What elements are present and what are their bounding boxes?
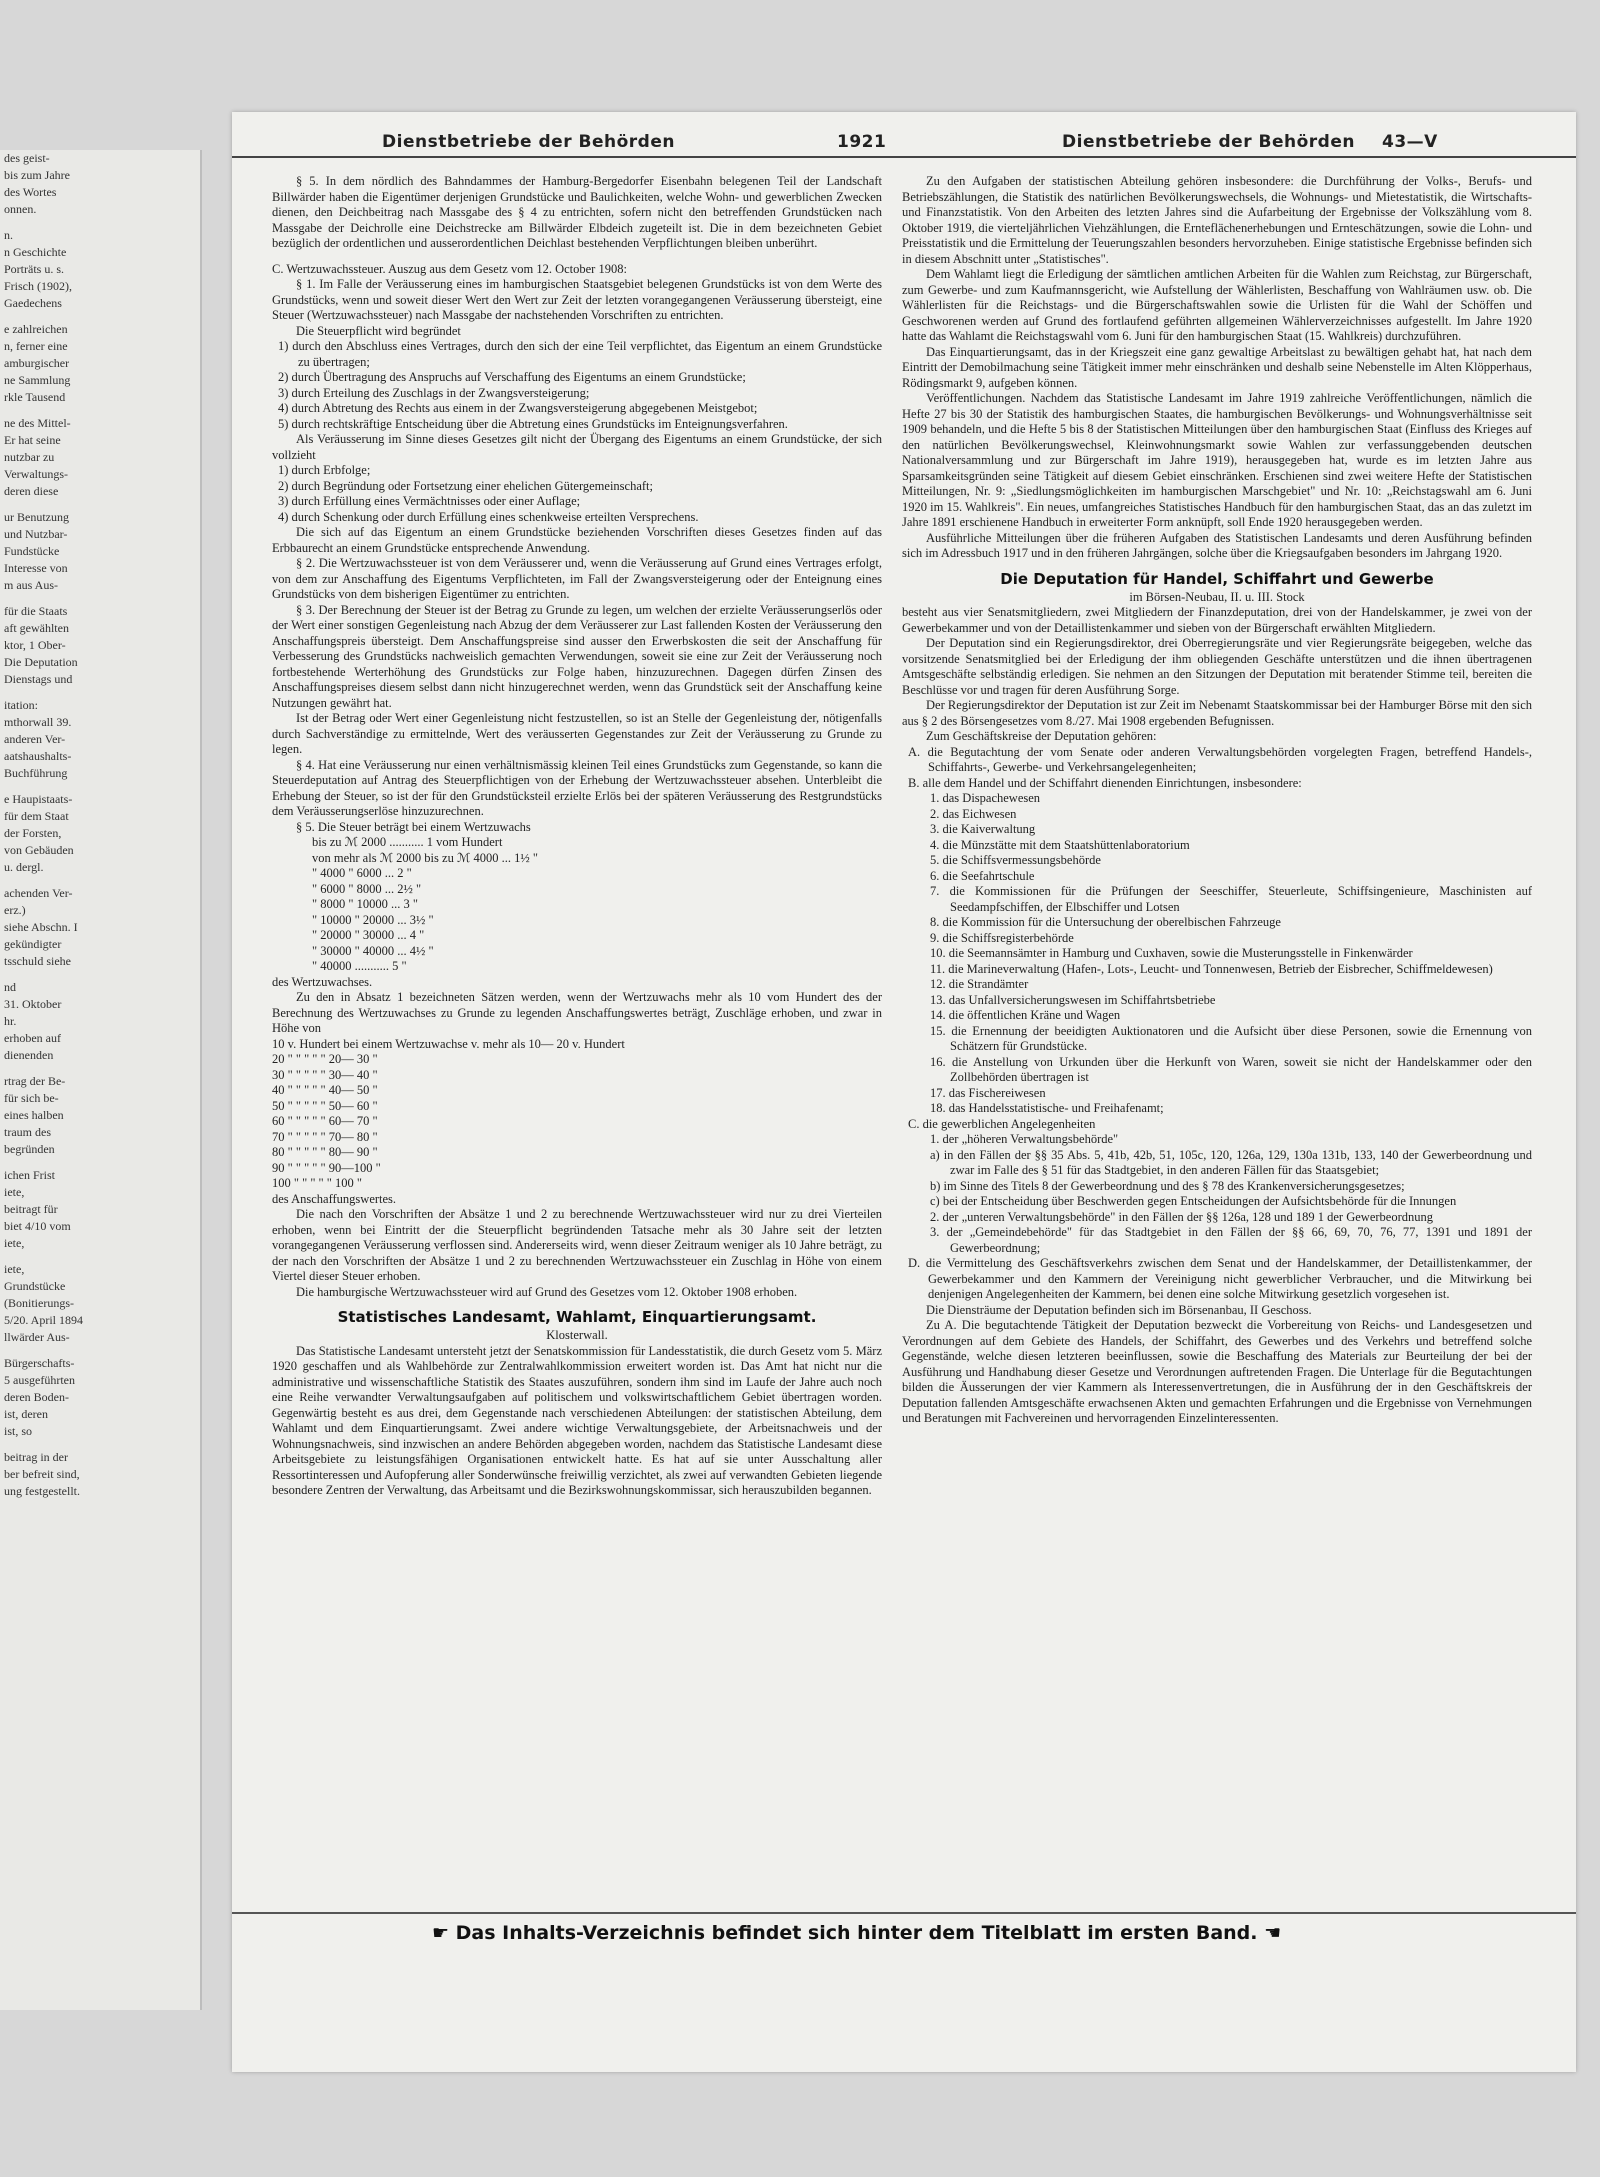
list-c-item: 3. der „Gemeindebehörde" für das Stadtgebiet in den Fällen der §§ 66, 69, 70, 76, 77, 1391 und 1891 der Gewerbeordnung; bbox=[930, 1225, 1532, 1255]
surcharge-row: 20 " " " " " 20— 30 " bbox=[272, 1052, 378, 1066]
tax-rate-row: von mehr als ℳ 2000 bis zu ℳ 4000 ... 1½ " bbox=[312, 850, 538, 865]
paragraph-erbbau: Die sich auf das Eigentum an einem Grundstücke beziehenden Vorschriften dieses Gesetzes finden auf das Erbbaurecht an einem Grundstücke entsprechende Anwendung. bbox=[272, 525, 882, 555]
strip-line: ktor, 1 Ober- bbox=[4, 638, 66, 652]
strip-line: llwärder Aus- bbox=[4, 1330, 70, 1344]
item-b: B. alle dem Handel und der Schiffahrt dienenden Einrichtungen, insbesondere: bbox=[908, 775, 1302, 790]
strip-line: Fundstücke bbox=[4, 544, 60, 558]
strip-line: ur Benutzung bbox=[4, 510, 69, 524]
paragraph-deputation-3: Der Regierungsdirektor der Deputation ist zur Zeit im Nebenamt Staatskommissar bei der Hamburger Börse mit den sich aus § 2 des Börsengesetzes vom 8./27. Mai 1908 ergebenden Befugnissen. bbox=[902, 698, 1532, 728]
right-column bbox=[902, 174, 1532, 1994]
strip-line: siehe Abschn. I bbox=[4, 920, 78, 934]
strip-line: tsschuld siehe bbox=[4, 954, 71, 968]
heading-statistisches-landesamt: Statistisches Landesamt, Wahlamt, Einquartierungsamt. bbox=[337, 1308, 817, 1326]
tax-rate-row: " 10000 " 20000 ... 3½ " bbox=[312, 912, 434, 927]
surcharge-row: 40 " " " " " 40— 50 " bbox=[272, 1083, 378, 1097]
paragraph-wahlamt: Dem Wahlamt liegt die Erledigung der sämtlichen amtlichen Arbeiten für die Wahlen zum Reichstag, zur Bürgerschaft, zum Gewerbe- und zum Kaufmannsgericht, wie Aufstellung der Wählerlisten, Beschaffung von Wahlräumen usw. ob. Die Wählerlisten für die Reichstags- und die Bürgerschaftswahlen sowie die Urlisten für die Wahl der Schöffen und Geschworenen werden auf Grund des fortlaufend geführten allgemeinen Wählerverzeichnisses aufgestellt. Im Jahre 1920 hatte das Wahlamt die Reichstagswahl vom 6. Juni für den hamburgischen Staat (15. Wahlkreis) durchzuführen. bbox=[902, 267, 1532, 343]
section-heading-wertzuwachssteuer: C. Wertzuwachssteuer. Auszug aus dem Gesetz vom 12. October 1908: bbox=[272, 261, 627, 276]
strip-line: amburgischer bbox=[4, 356, 70, 370]
paragraph-veroeffentlichungen: Veröffentlichungen. Nachdem das Statistische Landesamt im Jahre 1919 zahlreiche Veröffentlichungen, nämlich die Hefte 27 bis 30 der Statistik des hamburgischen Staates, die hamburgischen Bevölkerungs- und Wohnungsverhältnisse seit 1909 behandeln, und die Hefte 5 bis 8 der Statistischen Mitteilungen über den hamburgischen Staat (Einfluss des Krieges auf den natürlichen Bevölkerungswechsel, Kleinwohnungsmarkt sowie Wahlen zur verfassunggebenden deutschen Nationalversammlung und zur Bürgerschaft im Jahre 1919), herausgegeben hat, wurde es im letzten Jahre aus Sparsamkeitsgründen seine Tätigkeit auf diesem Gebiet einschränken. Erschienen sind zwei weitere Hefte der Statistischen Mitteilungen, Nr. 9: „Siedlungsmöglichkeiten im hamburgischen Marschgebiet" und Nr. 10: „Reichstagswahl am 6. Juni 1920 im 15. Wahlkreis". Ein neues, umfangreiches Statistisches Handbuch für den hamburgischen Staat, das an das zuletzt im Jahre 1891 erschienene Handbuch in erweiterter Form anknüpft, soll Ende 1920 herausgegeben werden. bbox=[902, 391, 1532, 529]
ausnahme-item: 4) durch Schenkung oder durch Erfüllung eines schenkweise erteilten Versprechens. bbox=[278, 509, 699, 524]
strip-line: n. bbox=[4, 228, 13, 242]
strip-line: u. dergl. bbox=[4, 860, 44, 874]
paragraph-gesetz: Die hamburgische Wertzuwachssteuer wird auf Grund des Gesetzes vom 12. Oktober 1908 erhoben. bbox=[296, 1284, 798, 1299]
strip-line: begründen bbox=[4, 1142, 55, 1156]
paragraph-einquartierungsamt: Das Einquartierungsamt, das in der Kriegszeit eine ganz gewaltige Arbeitslast zu bewältigen gehabt hat, hat nach dem Eintritt der Demobilmachung seine Tätigkeit immer mehr einschränken und deshalb seine Nebenstelle im Alten Klöpperhaus, Rödingsmarkt 9, aufgeben können. bbox=[902, 344, 1532, 390]
strip-line: onnen. bbox=[4, 202, 37, 216]
list-b-item: 8. die Kommission für die Untersuchung der oberelbischen Fahrzeuge bbox=[930, 915, 1281, 929]
strip-line: aft gewählten bbox=[4, 621, 69, 635]
strip-line: e Haupistaats- bbox=[4, 792, 73, 806]
strip-line: ung festgestellt. bbox=[4, 1484, 80, 1498]
strip-line: deren Boden- bbox=[4, 1390, 69, 1404]
strip-line: ne Sammlung bbox=[4, 373, 71, 387]
strip-line: von Gebäuden bbox=[4, 843, 74, 857]
strip-line: erz.) bbox=[4, 903, 26, 917]
tax-rate-row: " 20000 " 30000 ... 4 " bbox=[312, 928, 425, 942]
strip-line: traum des bbox=[4, 1125, 51, 1139]
header-left-title: Dienstbetriebe der Behörden bbox=[382, 132, 675, 152]
list-c-item: c) bei der Entscheidung über Beschwerden gegen Entscheidungen der Aufsichtsbehörde für die Innungen bbox=[930, 1194, 1457, 1208]
strip-line: Die Deputation bbox=[4, 655, 78, 669]
paragraph-begruendet: Die Steuerpflicht wird begründet bbox=[296, 323, 461, 338]
list-b-item: 14. die öffentlichen Kräne und Wagen bbox=[930, 1008, 1121, 1022]
list-b-item: 6. die Seefahrtschule bbox=[930, 868, 1035, 883]
surcharge-row: 100 " " " " " 100 " bbox=[272, 1176, 362, 1190]
strip-line: Interesse von bbox=[4, 561, 68, 575]
paragraph-2: § 2. Die Wertzuwachssteuer ist von dem Veräusserer und, wenn die Veräusserung auf Grund eines Vertrages erfolgt, von dem zur Anschaffung des Eigentums Verpflichteten, im Fall der Zwangsversteigerung oder der Enteignung eines Grundstücks von dem bisherigen Eigentümer zu entrichten. bbox=[272, 556, 882, 601]
strip-line: 5 ausgeführten bbox=[4, 1373, 75, 1387]
list-c-item: 1. der „höheren Verwaltungsbehörde" bbox=[930, 1132, 1119, 1146]
footer-rule bbox=[232, 1912, 1576, 1914]
paragraph-zuschlaege: Zu den in Absatz 1 bezeichneten Sätzen werden, wenn der Wertzuwachs mehr als 10 vom Hundert des der Berechnung des Wertzuwachses zu Grunde zu legenden Anschaffungswertes beträgt, Zuschläge erhoben, und zwar in Höhe von bbox=[272, 990, 882, 1035]
list-b bbox=[902, 791, 1532, 1117]
ausnahme-item: 2) durch Begründung oder Fortsetzung einer ehelichen Gütergemeinschaft; bbox=[278, 478, 653, 493]
list-b-item: 13. das Unfallversicherungswesen im Schiffahrtsbetriebe bbox=[930, 992, 1216, 1007]
header-right-title: Dienstbetriebe der Behörden bbox=[1062, 132, 1355, 152]
list-b-item: 15. die Ernennung der beeidigten Auktionatoren und die Aufsicht über diese Personen, sowie die Ernennung von Schätzern für Grundstücke. bbox=[930, 1023, 1532, 1053]
strip-line: erhoben auf bbox=[4, 1031, 61, 1045]
heading-deputation: Die Deputation für Handel, Schiffahrt und Gewerbe bbox=[1000, 569, 1434, 588]
strip-line: (Bonitierungs- bbox=[4, 1296, 74, 1310]
steuerpflicht-item: 2) durch Übertragung des Anspruchs auf Verschaffung des Eigentums an einem Grundstücke; bbox=[278, 370, 746, 384]
paragraph-3b: Ist der Betrag oder Wert einer Gegenleistung nicht festzustellen, so ist an Stelle der Gegenleistung der, nötigenfalls durch Sachverständige zu ermittelnde, Wert des veräusserten Gegenstandes zur Zeit der Veräusserung zu Grunde zu legen. bbox=[272, 711, 882, 756]
strip-line: m aus Aus- bbox=[4, 578, 58, 592]
strip-line: iete, bbox=[4, 1185, 25, 1199]
strip-line: für dem Staat bbox=[4, 809, 69, 823]
list-b-item: 9. die Schiffsregisterbehörde bbox=[930, 930, 1074, 945]
list-b-item: 3. die Kaiverwaltung bbox=[930, 822, 1036, 836]
strip-line: ber befreit sind, bbox=[4, 1467, 80, 1481]
strip-line: dienenden bbox=[4, 1048, 54, 1062]
surcharge-row: 60 " " " " " 60— 70 " bbox=[272, 1114, 378, 1128]
list-c bbox=[902, 1132, 1532, 1256]
strip-line: beitragt für bbox=[4, 1202, 58, 1216]
strip-line: 5/20. April 1894 bbox=[4, 1313, 84, 1327]
paragraph-deputation-2: Der Deputation sind ein Regierungsdirektor, drei Oberregierungsräte und vier Regierungsräte beigegeben, welche das vorsitzende Senatsmitglied bei der Erledigung der ihm obliegenden Geschäfte unterstützen und die ihnen übertragenen Amtsgeschäfte selbständig erledigen. Sie nehmen an den Sitzungen der Deputation mit beratender Stimme teil, bereiten die Beschlüsse vor und tragen für deren Ausführung Sorge. bbox=[902, 636, 1532, 697]
strip-line: Frisch (1902), bbox=[4, 279, 72, 293]
surcharge-row: 30 " " " " " 30— 40 " bbox=[272, 1067, 378, 1082]
tax-rate-row: " 30000 " 40000 ... 4½ " bbox=[312, 943, 434, 958]
strip-line: n, ferner eine bbox=[4, 339, 68, 353]
strip-line: mthorwall 39. bbox=[4, 715, 72, 729]
ausnahme-item: 1) durch Erbfolge; bbox=[278, 463, 371, 477]
strip-line: Buchführung bbox=[4, 766, 68, 780]
paragraph-zu-a: Zu A. Die begutachtende Tätigkeit der Deputation bezweckt die Vorbereitung von Reichs- und Landesgesetzen und Verordnungen auf dem Gebiete des Handels, der Schiffahrt, des Gewerbes und des Verkehrs und betreffend solche Gegenstände, welche diesen letzteren beeinflussen, sowie die Beschaffung des Materials zur Beurteilung der bei der Ausführung und Handhabung dieser Gesetze und Verordnungen auftretenden Fragen. Die Unterlage für die Begutachtungen bilden die Äusserungen der vier Kammern als Interessenvertretungen, die in Ausführung der in den Geschäftskreis der Deputation fallenden Amtsgeschäfte erwachsenen Akten und gemachten Erfahrungen und die Ergebnisse von Vernehmungen und Beratungen mit Fachvereinen und hervorragenden Einzelinteressenten. bbox=[902, 1318, 1532, 1425]
surcharge-row: 80 " " " " " 80— 90 " bbox=[272, 1145, 378, 1159]
strip-line: Dienstags und bbox=[4, 672, 73, 686]
list-b-item: 17. das Fischereiwesen bbox=[930, 1085, 1046, 1100]
strip-line: deren diese bbox=[4, 484, 59, 498]
list-c-item: b) im Sinne des Titels 8 der Gewerbeordnung und des § 78 des Krankenversicherungsgesetzes; bbox=[930, 1178, 1405, 1193]
paragraph-1: § 1. Im Falle der Veräusserung eines im hamburgischen Staatsgebiet belegenen Grundstücks ist von dem Werte des Grundstücks, wenn und soweit dieser Wert den Wert zur Zeit der letzten vorangegangenen Veräusserung übersteigt, eine Steuer (Wertzuwachssteuer) nach Massgabe der nachstehenden Vorschriften zu entrichten. bbox=[272, 277, 882, 322]
deich-paragraph: § 5. In dem nördlich des Bahndammes der Hamburg-Bergedorfer Eisenbahn belegenen Teil der Landschaft Billwärder haben die Eigentümer derjenigen Grundstücke und Baulichkeiten, welche Wohn- und gewerblichen Zwecken dienen, den Deichbeitrag nach Massgabe des § 4 zu entrichten, sofern nicht den betreffenden Grundstücken nach Massgabe der Deichrolle eine Deichstrecke am Billwärder Elbdeich zugeteilt ist. Die in dem bezeichneten Gebiet bezüglich der ordentlichen und ausserordentlichen Deichlast bestehenden Verpflichtungen bleiben unberührt. bbox=[272, 174, 882, 250]
surcharge-table bbox=[272, 1037, 882, 1192]
surcharge-row: 90 " " " " " 90—100 " bbox=[272, 1160, 381, 1175]
item-c: C. die gewerblichen Angelegenheiten bbox=[908, 1116, 1096, 1131]
paragraph-deputation-1: besteht aus vier Senatsmitgliedern, zwei Mitgliedern der Finanzdeputation, drei von der Handelskammer, je zwei von der Gewerbekammer und von der Detaillistenkammer und sieben von der Bürgerschaft erwählten Mitgliedern. bbox=[902, 605, 1532, 635]
strip-line: Gaedechens bbox=[4, 296, 62, 310]
ausnahme-item: 3) durch Erfüllung eines Vermächtnisses oder einer Auflage; bbox=[278, 494, 581, 508]
steuerpflicht-item: 5) durch rechtskräftige Entscheidung über die Abtretung eines Grundstücks im Enteignungsverfahren. bbox=[278, 416, 788, 431]
list-b-item: 7. die Kommissionen für die Prüfungen der Seeschiffer, Steuerleute, Schiffsingenieure, Maschinisten auf Seedampfschiffen, der Elbschiffer und Lotsen bbox=[930, 884, 1532, 914]
strip-line: nutzbar zu bbox=[4, 450, 55, 464]
strip-line: hr. bbox=[4, 1014, 17, 1028]
footer-note bbox=[432, 1922, 1281, 1944]
paragraph-4: § 4. Hat eine Veräusserung nur einen verhältnismässig kleinen Teil eines Grundstücks zum Gegenstande, so kann die Steuerdeputation auf Antrag des Steuerpflichtigen von der Erhebung der Wertzuwachssteuer absehen. Unterbleibt die Erhebung der Steuer, so ist der für den Grundstücksteil erzielte Erlös bei der späteren Veräusserung des Restgrundstücks dem Veräusserungserlöse hinzuzurechnen. bbox=[272, 757, 882, 818]
header-year: 1921 bbox=[837, 132, 887, 152]
left-column bbox=[272, 174, 882, 1994]
previous-page-strip bbox=[0, 150, 202, 2010]
strip-line: eines halben bbox=[4, 1108, 64, 1122]
tax-rate-table bbox=[272, 835, 882, 975]
steuerpflicht-item: 4) durch Abtretung des Rechts aus einem in der Zwangsversteigerung abgegebenen Meistgebot; bbox=[278, 401, 758, 415]
strip-line: ist, so bbox=[4, 1424, 33, 1438]
strip-line: und Nutzbar- bbox=[4, 527, 68, 541]
strip-line: gekündigter bbox=[4, 937, 62, 951]
page-header bbox=[232, 126, 1576, 158]
paragraph-5: § 5. Die Steuer beträgt bei einem Wertzuwachs bbox=[296, 819, 531, 834]
list-b-item: 4. die Münzstätte mit dem Staatshüttenlaboratorium bbox=[930, 837, 1190, 852]
surcharge-row: 70 " " " " " 70— 80 " bbox=[272, 1129, 378, 1144]
steuerpflicht-item: 1) durch den Abschluss eines Vertrages, durch den sich der eine Teil verpflichtet, das Eigentum an einem Grundstücke zu übertragen; bbox=[278, 339, 882, 369]
strip-line: biet 4/10 vom bbox=[4, 1219, 71, 1233]
strip-line: ichen Frist bbox=[4, 1168, 55, 1182]
ausnahmen-list bbox=[272, 463, 882, 525]
list-b-item: 11. die Marineverwaltung (Hafen-, Lots-, Leucht- und Tonnenwesen, Betrieb der Eisbrecher, Schiffmeldewesen) bbox=[930, 961, 1493, 976]
paragraph-geschaeftskreis: Zum Geschäftskreise der Deputation gehören: bbox=[926, 729, 1157, 743]
paragraph-3: § 3. Der Berechnung der Steuer ist der Betrag zu Grunde zu legen, um welchen der erzielte Veräusserungserlös oder der Wert einer sonstigen Gegenleistung nach Abzug der dem Veräusserer zur Last fallenden Kosten der Veräusserung den Anschaffungspreis übersteigt. Dem Anschaffungspreise sind ausser den Erwerbskosten die seit der Anschaffung für Verbesserung des Grundstücks nachweislich gemachten Verwendungen, soweit sie eine zur Zeit der Veräusserung noch fortbestehende Werterhöhung des Grundstücks zur Folge haben, hinzuzurechnen. Dagegen dürfen Zinsen des Anschaffungspreises diesem selbst dann nicht hinzugerechnet werden, wenn das Grundstück seit der Anschaffung keine Nutzungen gewährt hat. bbox=[272, 602, 882, 710]
paragraph-statistische-abteilung: Zu den Aufgaben der statistischen Abteilung gehören insbesondere: die Durchführung der Volks-, Berufs- und Betriebszählungen, die Statistik des natürlichen Bevölkerungswechsels, die Wohnungs- und Mietestatistik, die Wirtschafts- und Finanzstatistik. Von den Arbeiten des letzten Jahres sind die Aufarbeitung der Ergebnisse der Volkszählung vom 8. Oktober 1919, die vierteljährlichen Viehzählungen, die Ernteflächenerhebungen und Ernteschätzungen, sowie die Lohn- und Preisstatistik und die Ermittelung der Teuerungszahlen besonders hervorzuheben. Einige statistische Ergebnisse befinden sich in diesem Abschnitt unter „Statistisches". bbox=[902, 174, 1532, 266]
surcharge-row: 10 v. Hundert bei einem Wertzuwachse v. mehr als 10— 20 v. Hundert bbox=[272, 1036, 625, 1051]
strip-line: iete, bbox=[4, 1236, 25, 1250]
strip-line: e zahlreichen bbox=[4, 322, 68, 336]
strip-line: aatshaushalts- bbox=[4, 749, 72, 763]
strip-line: für die Staats bbox=[4, 604, 68, 618]
tax-rate-row: " 8000 " 10000 ... 3 " bbox=[312, 897, 418, 911]
surcharge-row: 50 " " " " " 50— 60 " bbox=[272, 1098, 378, 1113]
paragraph-des-wertzuwachses: des Wertzuwachses. bbox=[272, 974, 373, 989]
strip-line: iete, bbox=[4, 1262, 25, 1276]
list-b-item: 18. das Handelsstatistische- und Freihafenamt; bbox=[930, 1101, 1164, 1115]
list-b-item: 2. das Eichwesen bbox=[930, 806, 1017, 821]
strip-line: achenden Ver- bbox=[4, 886, 73, 900]
list-b-item: 5. die Schiffsvermessungsbehörde bbox=[930, 853, 1101, 867]
paragraph-anschaffungswertes: des Anschaffungswertes. bbox=[272, 1191, 397, 1206]
paragraph-statistisches-landesamt: Das Statistische Landesamt untersteht jetzt der Senatskommission für Landesstatistik, die durch Gesetz vom 5. März 1920 geschaffen und als Wahlbehörde zur Zentralwahlkommission erweitert worden ist. Das Amt hat nicht nur die administrative und wissenschaftliche Statistik des Staates auszuführen, sondern ihm sind im Laufe der Jahre auch noch eine Reihe verwandter Verwaltungsaufgaben auf politischem und volkswirtschaftlichem Gebiet übertragen worden. Gegenwärtig besteht es aus drei, dem Gegenstande nach verschiedenen Abteilungen: der statistischen Abteilung, dem Wahlamt und dem Einquartierungsamt. Zwei andere wichtige Verwaltungsgebiete, der Arbeitsnachweis und der Wohnungsnachweis, sind inzwischen an andere Behörden abgegeben worden, nachdem das Statistische Landesamt diese Arbeitsgebiete zu leistungsfähigen Organisationen entwickelt hatte. Es hat auf sie unter Ausschaltung aller Ressortinteressen und Aufopferung aller Sonderwünsche freiwillig verzichtet, als zwei auf verwandten Gebieten liegende besondere Zentren der Verwaltung, das Arbeitsamt und die Bezirkswohnungskommissar, sich herauszubilden begannen. bbox=[272, 1343, 882, 1497]
strip-line: rtrag der Be- bbox=[4, 1074, 66, 1088]
pointing-hand-icon: ☛ bbox=[432, 1922, 456, 1944]
heading-klosterwall: Klosterwall. bbox=[546, 1328, 608, 1342]
strip-line: n Geschichte bbox=[4, 245, 67, 259]
strip-line: Verwaltungs- bbox=[4, 467, 68, 481]
document-page bbox=[232, 112, 1576, 2072]
item-d: D. die Vermittelung des Geschäftsverkehrs zwischen dem Senat und der Handelskammer, der Detaillistenkammer, der Gewerbekammer und den Kammern der Vereinigung nicht gewerblicher Verbraucher, und die Mitwirkung bei denjenigen Angelegenheiten der Kammern, bei denen eine solche Mitwirkung gesetzlich vorgesehen ist. bbox=[908, 1256, 1532, 1301]
strip-line: Grundstücke bbox=[4, 1279, 66, 1293]
strip-line: für sich be- bbox=[4, 1091, 59, 1105]
strip-line: nd bbox=[4, 980, 16, 994]
pointing-hand-icon: ☚ bbox=[1257, 1922, 1282, 1944]
strip-line: bis zum Jahre bbox=[4, 168, 70, 182]
strip-line: rkle Tausend bbox=[4, 390, 66, 404]
heading-deputation-location: im Börsen-Neubau, II. u. III. Stock bbox=[1129, 589, 1305, 604]
strip-line: anderen Ver- bbox=[4, 732, 66, 746]
list-b-item: 12. die Strandämter bbox=[930, 977, 1029, 991]
paragraph-als: Als Veräusserung im Sinne dieses Gesetzes gilt nicht der Übergang des Eigentums an einem Grundstücke, der sich vollzieht bbox=[272, 432, 882, 462]
strip-line: Er hat seine bbox=[4, 433, 61, 447]
paragraph-ausfuehrliche: Ausführliche Mitteilungen über die früheren Aufgaben des Statistischen Landesamts und deren Ausführung befinden sich im Adressbuch 1917 und in den früheren Jahrgängen, solche über die Kriegsaufgaben besonders im Jahrgang 1920. bbox=[902, 530, 1532, 560]
tax-rate-row: " 40000 ........... 5 " bbox=[312, 959, 407, 973]
list-c-item: 2. der „unteren Verwaltungsbehörde" in den Fällen der §§ 126a, 128 und 189 1 der Gewerbeordnung bbox=[930, 1209, 1433, 1224]
strip-line: itation: bbox=[4, 698, 38, 712]
strip-line: ist, deren bbox=[4, 1407, 48, 1421]
strip-line: Bürgerschafts- bbox=[4, 1356, 75, 1370]
list-b-item: 10. die Seemannsämter in Hamburg und Cuxhaven, sowie die Musterungsstelle in Finkenwärder bbox=[930, 946, 1413, 960]
tax-rate-row: " 6000 " 8000 ... 2½ " bbox=[312, 881, 422, 896]
page-number: 43—V bbox=[1382, 132, 1438, 152]
strip-line: des Wortes bbox=[4, 185, 57, 199]
item-a: A. die Begutachtung der vom Senate oder anderen Verwaltungsbehörden vorgelegten Fragen, betreffend Handels-, Schiffahrts-, Gewerbe- und Verkehrsangelegenheiten; bbox=[908, 744, 1532, 774]
footer-text: Das Inhalts-Verzeichnis befindet sich hinter dem Titelblatt im ersten Band. bbox=[455, 1922, 1258, 1944]
list-c-item: a) in den Fällen der §§ 35 Abs. 5, 41b, 42b, 51, 105c, 120, 126a, 129, 130a 131b, 133, 140 der Gewerbeordnung und zwar im Falle des § 51 für das Stadtgebiet, in den anderen Fällen für das Staatsgebiet; bbox=[930, 1147, 1532, 1177]
strip-line: ne des Mittel- bbox=[4, 416, 71, 430]
list-b-item: 1. das Dispachewesen bbox=[930, 791, 1041, 805]
strip-line: Porträts u. s. bbox=[4, 262, 64, 276]
strip-line: der Forsten, bbox=[4, 826, 62, 840]
tax-rate-row: bis zu ℳ 2000 ........... 1 vom Hundert bbox=[312, 835, 503, 849]
paragraph-viertel: Die nach den Vorschriften der Absätze 1 und 2 zu berechnende Wertzuwachssteuer wird nur zu drei Vierteilen erhoben, wenn bei Eintritt der die Steuerpflicht begründenden Tatsache mehr als 30 Jahre seit der letzten vorangegangenen Veräusserung verflossen sind. Andererseits wird, wenn dieser Zeitraum weniger als 10 Jahre beträgt, zu der nach den Vorschriften der Absätze 1 und 2 zu berechnenden Wertzuwachssteuer ein Zuschlag in Höhe von einem Viertel dieser Steuer erhoben. bbox=[272, 1207, 882, 1283]
steuerpflicht-item: 3) durch Erteilung des Zuschlags in der Zwangsversteigerung; bbox=[278, 385, 590, 400]
steuerpflicht-list bbox=[272, 339, 882, 432]
strip-line: 31. Oktober bbox=[4, 997, 62, 1011]
list-b-item: 16. die Anstellung von Urkunden über die Herkunft von Waren, soweit sie nicht der Handelskammer oder den Zollbehörden übertragen ist bbox=[930, 1054, 1532, 1084]
tax-rate-row: " 4000 " 6000 ... 2 " bbox=[312, 866, 412, 880]
paragraph-dienstraeume: Die Diensträume der Deputation befinden sich im Börsenanbau, II Geschoss. bbox=[926, 1302, 1312, 1317]
strip-line: des geist- bbox=[4, 151, 50, 165]
strip-line: beitrag in der bbox=[4, 1450, 68, 1464]
